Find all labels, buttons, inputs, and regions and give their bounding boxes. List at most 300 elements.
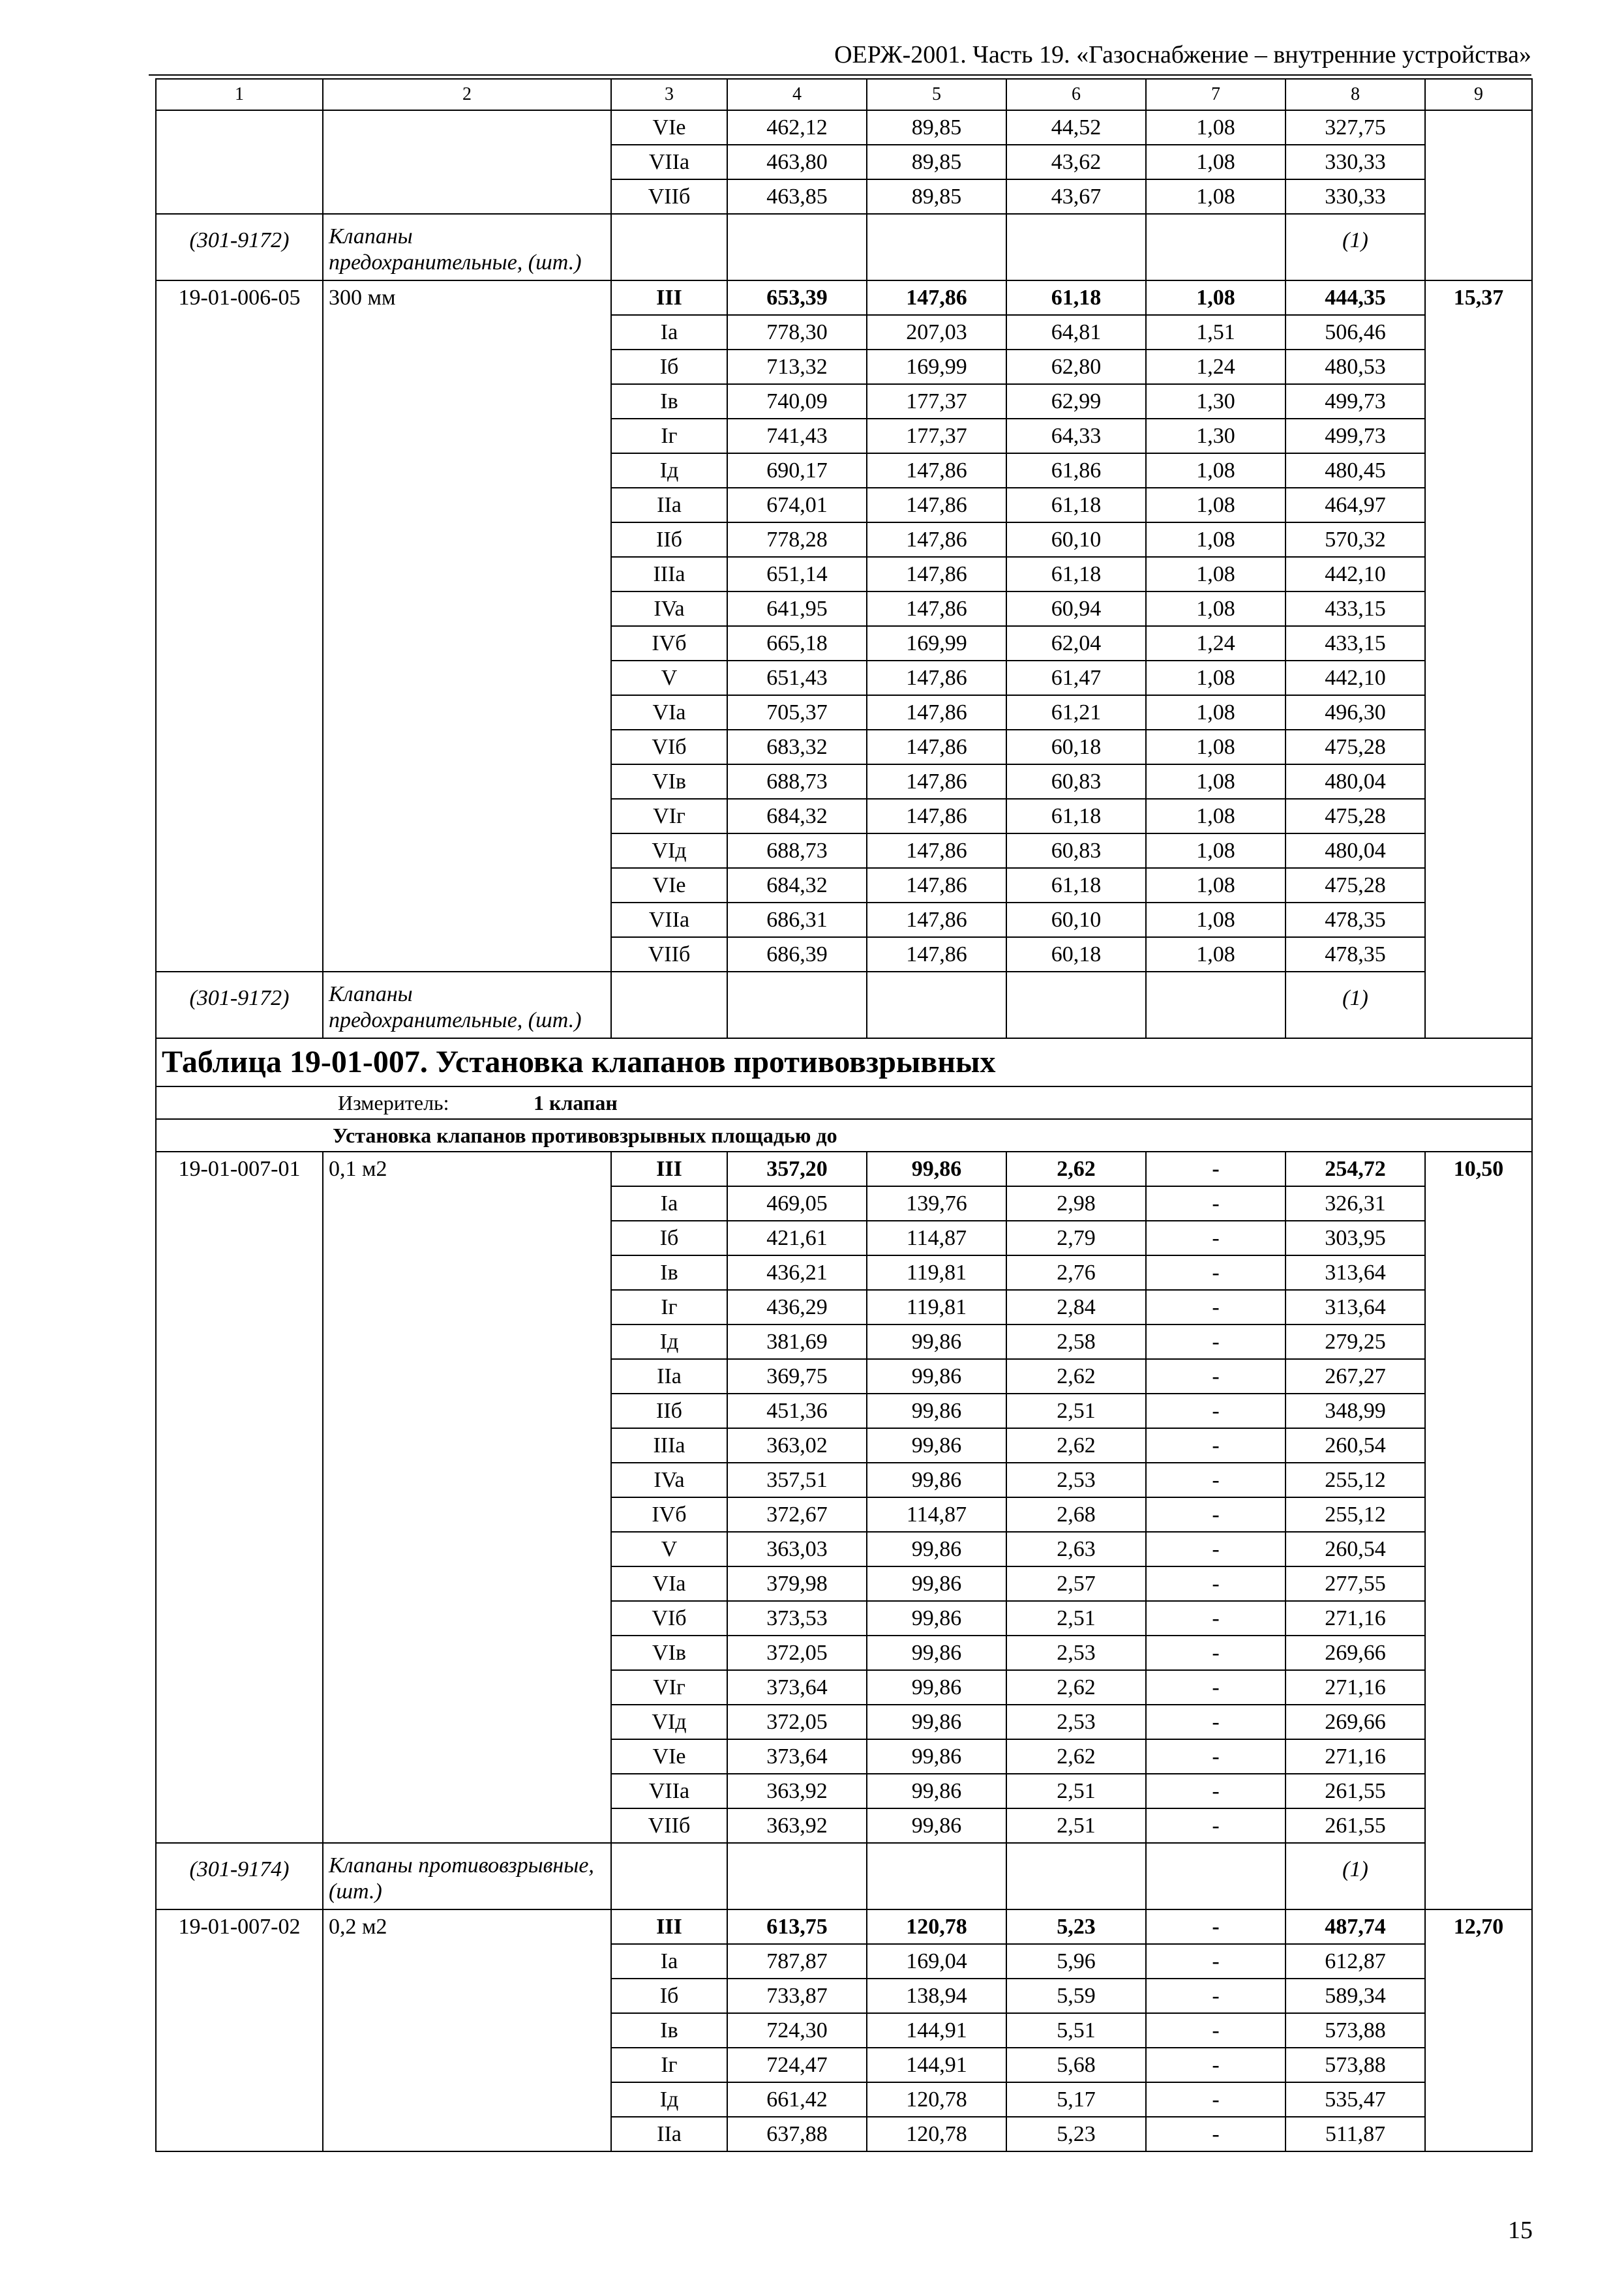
materials-cost-cell: 506,46	[1286, 315, 1425, 350]
wages-cell: 99,86	[867, 1739, 1006, 1774]
direct-cost-cell: 690,17	[727, 453, 867, 488]
materials-cost-cell: 535,47	[1286, 2082, 1425, 2117]
driver-wages-cell: 1,08	[1146, 730, 1286, 764]
wages-cell: 99,86	[867, 1359, 1006, 1394]
driver-wages-cell: 1,51	[1146, 315, 1286, 350]
wages-cell: 139,76	[867, 1186, 1006, 1221]
wages-cell: 99,86	[867, 1670, 1006, 1705]
resource-name: Клапаны предохранительные, (шт.)	[329, 224, 582, 275]
machine-cost-cell: 61,21	[1006, 695, 1146, 730]
materials-cost-cell: 499,73	[1286, 384, 1425, 419]
wages-cell: 147,86	[867, 695, 1006, 730]
materials-cost-cell: 612,87	[1286, 1944, 1425, 1979]
materials-cost-cell: 589,34	[1286, 1979, 1425, 2013]
rate-code-cell: 19-01-007-01	[156, 1152, 323, 1843]
measure-value: 1 клапан	[534, 1091, 618, 1115]
resource-name-cell	[323, 1843, 611, 1909]
machine-cost-cell: 64,33	[1006, 419, 1146, 453]
materials-cost-cell: 326,31	[1286, 1186, 1425, 1221]
machine-cost-cell: 61,18	[1006, 280, 1146, 315]
direct-cost-cell: 463,85	[727, 179, 867, 214]
wages-cell: 147,86	[867, 522, 1006, 557]
wages-cell: 147,86	[867, 937, 1006, 972]
materials-cost-cell: 269,66	[1286, 1636, 1425, 1670]
empty-cell	[727, 1843, 867, 1909]
zone-cell: Iд	[611, 2082, 727, 2117]
wages-cell: 99,86	[867, 1808, 1006, 1843]
direct-cost-cell: 372,05	[727, 1705, 867, 1739]
materials-cost-cell: 433,15	[1286, 591, 1425, 626]
direct-cost-cell: 686,31	[727, 903, 867, 937]
driver-wages-cell: -	[1146, 1428, 1286, 1463]
wages-cell: 99,86	[867, 1428, 1006, 1463]
direct-cost-cell: 688,73	[727, 764, 867, 799]
wages-cell: 147,86	[867, 453, 1006, 488]
zone-cell: VIIa	[611, 903, 727, 937]
resource-code: (301-9174)	[189, 1857, 290, 1881]
driver-wages-cell: -	[1146, 1566, 1286, 1601]
driver-wages-cell: -	[1146, 2048, 1286, 2082]
wages-cell: 99,86	[867, 1601, 1006, 1636]
machine-cost-cell: 60,83	[1006, 764, 1146, 799]
rate-code-cell: 19-01-006-05	[156, 280, 323, 972]
wages-cell: 119,81	[867, 1290, 1006, 1324]
empty-cell	[727, 214, 867, 280]
materials-cost-cell: 254,72	[1286, 1152, 1425, 1186]
table-row	[156, 110, 1532, 145]
driver-wages-cell: 1,08	[1146, 488, 1286, 522]
column-number: 1	[156, 79, 323, 110]
zone-cell: VIг	[611, 1670, 727, 1705]
measure-row	[156, 1086, 1532, 1119]
zone-cell: III	[611, 280, 727, 315]
header-rule	[149, 74, 1531, 76]
materials-cost-cell: 279,25	[1286, 1324, 1425, 1359]
materials-cost-cell: 511,87	[1286, 2117, 1425, 2151]
driver-wages-cell: 1,08	[1146, 453, 1286, 488]
direct-cost-cell: 651,43	[727, 661, 867, 695]
materials-cost-cell: 269,66	[1286, 1705, 1425, 1739]
zone-cell: VIд	[611, 1705, 727, 1739]
direct-cost-cell: 787,87	[727, 1944, 867, 1979]
direct-cost-cell: 363,92	[727, 1774, 867, 1808]
resource-code-cell	[156, 1843, 323, 1909]
direct-cost-cell: 674,01	[727, 488, 867, 522]
resource-name-cell	[323, 214, 611, 280]
wages-cell: 169,99	[867, 626, 1006, 661]
driver-wages-cell: -	[1146, 1979, 1286, 2013]
direct-cost-cell: 740,09	[727, 384, 867, 419]
machine-cost-cell: 5,23	[1006, 1909, 1146, 1944]
direct-cost-cell: 705,37	[727, 695, 867, 730]
wages-cell: 138,94	[867, 1979, 1006, 2013]
materials-cost-cell: 442,10	[1286, 661, 1425, 695]
machine-cost-cell: 2,62	[1006, 1739, 1146, 1774]
empty-cell	[1146, 214, 1286, 280]
materials-cost-cell: 261,55	[1286, 1774, 1425, 1808]
driver-wages-cell: 1,30	[1146, 419, 1286, 453]
labor-cell: 12,70	[1425, 1909, 1532, 2151]
zone-cell: VIe	[611, 1739, 727, 1774]
labor-cell: 15,37	[1425, 280, 1532, 1038]
machine-cost-cell: 60,10	[1006, 903, 1146, 937]
direct-cost-cell: 451,36	[727, 1394, 867, 1428]
wages-cell: 144,91	[867, 2048, 1006, 2082]
wages-cell: 99,86	[867, 1152, 1006, 1186]
table-row	[156, 1909, 1532, 1944]
table-title: Таблица 19-01-007. Установка клапанов противовзрывных	[156, 1038, 1532, 1086]
wages-cell: 147,86	[867, 488, 1006, 522]
running-header: ОЕРЖ-2001. Часть 19. «Газоснабжение – внутренние устройства»	[834, 41, 1531, 68]
zone-cell: Iг	[611, 2048, 727, 2082]
resource-row	[156, 972, 1532, 1038]
machine-cost-cell: 61,18	[1006, 799, 1146, 833]
materials-cost-cell: 475,28	[1286, 799, 1425, 833]
driver-wages-cell: 1,08	[1146, 110, 1286, 145]
page-number: 15	[1508, 2217, 1533, 2244]
zone-cell: Iв	[611, 2013, 727, 2048]
empty-cell	[727, 972, 867, 1038]
direct-cost-cell: 463,80	[727, 145, 867, 179]
column-number: 6	[1006, 79, 1146, 110]
driver-wages-cell: 1,08	[1146, 868, 1286, 903]
driver-wages-cell: -	[1146, 1601, 1286, 1636]
zone-cell: VIa	[611, 1566, 727, 1601]
materials-cost-cell: 442,10	[1286, 557, 1425, 591]
rate-code-cell: 19-01-007-02	[156, 1909, 323, 2151]
materials-cost-cell: 327,75	[1286, 110, 1425, 145]
zone-cell: VIe	[611, 110, 727, 145]
direct-cost-cell: 688,73	[727, 833, 867, 868]
resource-qty-cell: (1)	[1286, 1843, 1425, 1909]
machine-cost-cell: 2,79	[1006, 1221, 1146, 1255]
machine-cost-cell: 2,68	[1006, 1497, 1146, 1532]
zone-cell: IVa	[611, 591, 727, 626]
wages-cell: 207,03	[867, 315, 1006, 350]
driver-wages-cell: -	[1146, 1808, 1286, 1843]
labor-cell	[1425, 110, 1532, 280]
zone-cell: V	[611, 661, 727, 695]
wages-cell: 147,86	[867, 833, 1006, 868]
direct-cost-cell: 436,29	[727, 1290, 867, 1324]
rate-name-cell	[323, 110, 611, 214]
zone-cell: IIIa	[611, 557, 727, 591]
machine-cost-cell: 2,84	[1006, 1290, 1146, 1324]
materials-cost-cell: 499,73	[1286, 419, 1425, 453]
subtitle-row	[156, 1119, 1532, 1152]
zone-cell: Iб	[611, 1979, 727, 2013]
zone-cell: VIв	[611, 764, 727, 799]
resource-code: (301-9172)	[189, 228, 290, 252]
empty-cell	[611, 214, 727, 280]
materials-cost-cell: 433,15	[1286, 626, 1425, 661]
resource-code: (301-9172)	[189, 986, 290, 1010]
direct-cost-cell: 421,61	[727, 1221, 867, 1255]
wages-cell: 119,81	[867, 1255, 1006, 1290]
direct-cost-cell: 613,75	[727, 1909, 867, 1944]
resource-code-cell	[156, 972, 323, 1038]
zone-cell: Iб	[611, 1221, 727, 1255]
materials-cost-cell: 496,30	[1286, 695, 1425, 730]
materials-cost-cell: 487,74	[1286, 1909, 1425, 1944]
driver-wages-cell: 1,08	[1146, 764, 1286, 799]
zone-cell: IIб	[611, 1394, 727, 1428]
direct-cost-cell: 683,32	[727, 730, 867, 764]
direct-cost-cell: 713,32	[727, 350, 867, 384]
rate-name-cell: 0,1 м2	[323, 1152, 611, 1843]
empty-cell	[867, 972, 1006, 1038]
machine-cost-cell: 60,10	[1006, 522, 1146, 557]
materials-cost-cell: 303,95	[1286, 1221, 1425, 1255]
machine-cost-cell: 2,62	[1006, 1428, 1146, 1463]
empty-cell	[1006, 1843, 1146, 1909]
machine-cost-cell: 61,18	[1006, 557, 1146, 591]
column-number-row	[156, 79, 1532, 110]
zone-cell: Iв	[611, 1255, 727, 1290]
machine-cost-cell: 5,59	[1006, 1979, 1146, 2013]
rate-name-cell: 0,2 м2	[323, 1909, 611, 2151]
materials-cost-cell: 261,55	[1286, 1808, 1425, 1843]
direct-cost-cell: 653,39	[727, 280, 867, 315]
driver-wages-cell: -	[1146, 2082, 1286, 2117]
resource-row	[156, 1843, 1532, 1909]
driver-wages-cell: -	[1146, 1705, 1286, 1739]
wages-cell: 177,37	[867, 419, 1006, 453]
direct-cost-cell: 369,75	[727, 1359, 867, 1394]
zone-cell: VIд	[611, 833, 727, 868]
machine-cost-cell: 5,51	[1006, 2013, 1146, 2048]
table-row	[156, 1152, 1532, 1186]
machine-cost-cell: 5,23	[1006, 2117, 1146, 2151]
machine-cost-cell: 60,18	[1006, 937, 1146, 972]
driver-wages-cell: 1,08	[1146, 145, 1286, 179]
zone-cell: VIб	[611, 1601, 727, 1636]
materials-cost-cell: 478,35	[1286, 937, 1425, 972]
direct-cost-cell: 661,42	[727, 2082, 867, 2117]
wages-cell: 99,86	[867, 1324, 1006, 1359]
rates-table	[155, 78, 1533, 2152]
machine-cost-cell: 2,53	[1006, 1636, 1146, 1670]
direct-cost-cell: 724,47	[727, 2048, 867, 2082]
driver-wages-cell: 1,08	[1146, 661, 1286, 695]
driver-wages-cell: -	[1146, 1909, 1286, 1944]
column-number: 5	[867, 79, 1006, 110]
wages-cell: 147,86	[867, 730, 1006, 764]
direct-cost-cell: 724,30	[727, 2013, 867, 2048]
column-number: 8	[1286, 79, 1425, 110]
materials-cost-cell: 464,97	[1286, 488, 1425, 522]
column-number: 3	[611, 79, 727, 110]
direct-cost-cell: 372,67	[727, 1497, 867, 1532]
driver-wages-cell: -	[1146, 1221, 1286, 1255]
wages-cell: 120,78	[867, 2117, 1006, 2151]
direct-cost-cell: 686,39	[727, 937, 867, 972]
zone-cell: Iд	[611, 453, 727, 488]
zone-cell: IVб	[611, 1497, 727, 1532]
machine-cost-cell: 62,04	[1006, 626, 1146, 661]
direct-cost-cell: 373,53	[727, 1601, 867, 1636]
wages-cell: 169,04	[867, 1944, 1006, 1979]
direct-cost-cell: 363,92	[727, 1808, 867, 1843]
zone-cell: Ia	[611, 1944, 727, 1979]
materials-cost-cell: 271,16	[1286, 1739, 1425, 1774]
zone-cell: IIIa	[611, 1428, 727, 1463]
materials-cost-cell: 267,27	[1286, 1359, 1425, 1394]
driver-wages-cell: 1,08	[1146, 591, 1286, 626]
machine-cost-cell: 2,51	[1006, 1774, 1146, 1808]
materials-cost-cell: 444,35	[1286, 280, 1425, 315]
direct-cost-cell: 357,51	[727, 1463, 867, 1497]
driver-wages-cell: -	[1146, 1463, 1286, 1497]
measure-cell	[156, 1086, 1532, 1119]
zone-cell: Iг	[611, 1290, 727, 1324]
machine-cost-cell: 61,18	[1006, 868, 1146, 903]
rate-name-cell: 300 мм	[323, 280, 611, 972]
empty-cell	[611, 972, 727, 1038]
direct-cost-cell: 733,87	[727, 1979, 867, 2013]
wages-cell: 99,86	[867, 1705, 1006, 1739]
machine-cost-cell: 61,86	[1006, 453, 1146, 488]
wages-cell: 147,86	[867, 591, 1006, 626]
driver-wages-cell: -	[1146, 1670, 1286, 1705]
driver-wages-cell: -	[1146, 1532, 1286, 1566]
driver-wages-cell: 1,08	[1146, 280, 1286, 315]
resource-name-cell	[323, 972, 611, 1038]
machine-cost-cell: 60,83	[1006, 833, 1146, 868]
zone-cell: VIIб	[611, 179, 727, 214]
direct-cost-cell: 641,95	[727, 591, 867, 626]
materials-cost-cell: 480,04	[1286, 833, 1425, 868]
zone-cell: V	[611, 1532, 727, 1566]
wages-cell: 177,37	[867, 384, 1006, 419]
direct-cost-cell: 363,02	[727, 1428, 867, 1463]
materials-cost-cell: 475,28	[1286, 868, 1425, 903]
materials-cost-cell: 480,04	[1286, 764, 1425, 799]
driver-wages-cell: -	[1146, 1152, 1286, 1186]
zone-cell: VIIб	[611, 1808, 727, 1843]
wages-cell: 147,86	[867, 661, 1006, 695]
materials-cost-cell: 475,28	[1286, 730, 1425, 764]
machine-cost-cell: 2,58	[1006, 1324, 1146, 1359]
zone-cell: III	[611, 1909, 727, 1944]
zone-cell: Iб	[611, 350, 727, 384]
direct-cost-cell: 357,20	[727, 1152, 867, 1186]
machine-cost-cell: 2,53	[1006, 1463, 1146, 1497]
table-subtitle: Установка клапанов противовзрывных площадью до	[156, 1119, 1532, 1152]
zone-cell: Ia	[611, 1186, 727, 1221]
machine-cost-cell: 2,76	[1006, 1255, 1146, 1290]
machine-cost-cell: 5,17	[1006, 2082, 1146, 2117]
driver-wages-cell: -	[1146, 1774, 1286, 1808]
wages-cell: 147,86	[867, 799, 1006, 833]
machine-cost-cell: 60,94	[1006, 591, 1146, 626]
materials-cost-cell: 313,64	[1286, 1290, 1425, 1324]
column-number: 7	[1146, 79, 1286, 110]
wages-cell: 120,78	[867, 2082, 1006, 2117]
wages-cell: 147,86	[867, 764, 1006, 799]
wages-cell: 147,86	[867, 868, 1006, 903]
driver-wages-cell: 1,08	[1146, 179, 1286, 214]
zone-cell: IVa	[611, 1463, 727, 1497]
driver-wages-cell: 1,08	[1146, 833, 1286, 868]
wages-cell: 89,85	[867, 145, 1006, 179]
materials-cost-cell: 330,33	[1286, 179, 1425, 214]
driver-wages-cell: -	[1146, 2117, 1286, 2151]
machine-cost-cell: 62,99	[1006, 384, 1146, 419]
wages-cell: 99,86	[867, 1636, 1006, 1670]
direct-cost-cell: 379,98	[727, 1566, 867, 1601]
direct-cost-cell: 741,43	[727, 419, 867, 453]
wages-cell: 144,91	[867, 2013, 1006, 2048]
driver-wages-cell: 1,08	[1146, 522, 1286, 557]
zone-cell: VIб	[611, 730, 727, 764]
wages-cell: 99,86	[867, 1774, 1006, 1808]
zone-cell: Ia	[611, 315, 727, 350]
materials-cost-cell: 255,12	[1286, 1497, 1425, 1532]
direct-cost-cell: 651,14	[727, 557, 867, 591]
zone-cell: IIб	[611, 522, 727, 557]
driver-wages-cell: -	[1146, 1290, 1286, 1324]
materials-cost-cell: 480,45	[1286, 453, 1425, 488]
driver-wages-cell: -	[1146, 1324, 1286, 1359]
wages-cell: 114,87	[867, 1221, 1006, 1255]
wages-cell: 99,86	[867, 1463, 1006, 1497]
machine-cost-cell: 2,62	[1006, 1359, 1146, 1394]
machine-cost-cell: 60,18	[1006, 730, 1146, 764]
materials-cost-cell: 480,53	[1286, 350, 1425, 384]
machine-cost-cell: 43,67	[1006, 179, 1146, 214]
wages-cell: 89,85	[867, 179, 1006, 214]
driver-wages-cell: 1,08	[1146, 903, 1286, 937]
zone-cell: IVб	[611, 626, 727, 661]
resource-row	[156, 214, 1532, 280]
empty-cell	[1146, 972, 1286, 1038]
direct-cost-cell: 778,30	[727, 315, 867, 350]
zone-cell: Iв	[611, 384, 727, 419]
wages-cell: 99,86	[867, 1566, 1006, 1601]
materials-cost-cell: 478,35	[1286, 903, 1425, 937]
resource-qty-cell: (1)	[1286, 214, 1425, 280]
zone-cell: VIIб	[611, 937, 727, 972]
materials-cost-cell: 260,54	[1286, 1532, 1425, 1566]
materials-cost-cell: 348,99	[1286, 1394, 1425, 1428]
empty-cell	[611, 1843, 727, 1909]
direct-cost-cell: 684,32	[727, 799, 867, 833]
direct-cost-cell: 373,64	[727, 1739, 867, 1774]
machine-cost-cell: 2,51	[1006, 1808, 1146, 1843]
labor-cell: 10,50	[1425, 1152, 1532, 1909]
driver-wages-cell: 1,30	[1146, 384, 1286, 419]
driver-wages-cell: 1,08	[1146, 695, 1286, 730]
wages-cell: 99,86	[867, 1532, 1006, 1566]
wages-cell: 147,86	[867, 280, 1006, 315]
table-row	[156, 280, 1532, 315]
resource-qty-cell: (1)	[1286, 972, 1425, 1038]
measure-label: Измеритель:	[338, 1091, 449, 1115]
materials-cost-cell: 330,33	[1286, 145, 1425, 179]
driver-wages-cell: -	[1146, 1497, 1286, 1532]
wages-cell: 169,99	[867, 350, 1006, 384]
driver-wages-cell: -	[1146, 1739, 1286, 1774]
machine-cost-cell: 64,81	[1006, 315, 1146, 350]
machine-cost-cell: 61,18	[1006, 488, 1146, 522]
direct-cost-cell: 381,69	[727, 1324, 867, 1359]
wages-cell: 120,78	[867, 1909, 1006, 1944]
driver-wages-cell: -	[1146, 1359, 1286, 1394]
resource-name: Клапаны предохранительные, (шт.)	[329, 982, 582, 1032]
resource-name: Клапаны противовзрывные, (шт.)	[329, 1853, 594, 1904]
zone-cell: Iг	[611, 419, 727, 453]
